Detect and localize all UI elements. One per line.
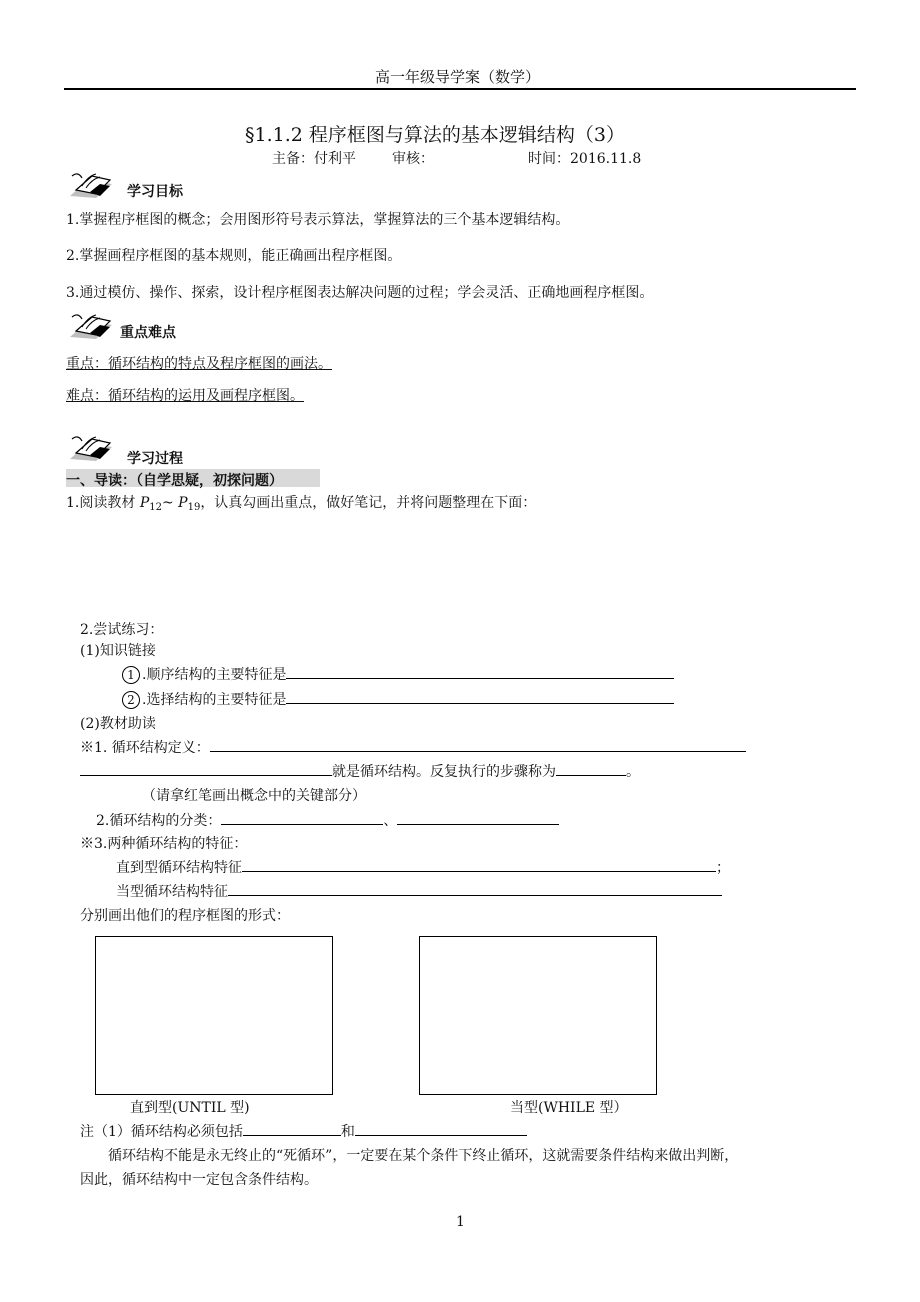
header-title: 高一年级导学案（数学） (375, 68, 541, 86)
q1-tilde: ~ (161, 495, 174, 511)
draw-prompt: 分别画出他们的程序框图的形式： (80, 908, 290, 924)
page-number: 1 (456, 1214, 465, 1230)
answer-blank[interactable] (286, 689, 674, 704)
note1-prefix: 注（1）循环结构必须包括 (80, 1124, 243, 1140)
loop-classify (96, 810, 559, 830)
goal-2: 2.掌握画程序框图的基本规则，能正确画出程序框图。 (66, 248, 402, 264)
section-goals-label: 学习目标 (127, 184, 183, 200)
link-item-2 (122, 689, 674, 709)
section-key-label: 重点难点 (120, 325, 176, 341)
books-icon (68, 170, 114, 198)
until-caption: 直到型(UNTIL 型) (130, 1100, 250, 1116)
meta-reviewer: 审核： (392, 151, 434, 167)
q1-prefix: 1.阅读教材 (66, 495, 136, 511)
until-diagram-box[interactable] (95, 936, 333, 1095)
meta-author: 主备：付利平 (272, 151, 356, 167)
while-diagram-box[interactable] (419, 936, 657, 1095)
page-title: §1.1.2 程序框图与算法的基本逻辑结构（3） (245, 124, 625, 146)
answer-blank[interactable] (228, 881, 722, 896)
red-pen-note: （请拿红笔画出概念中的关键部分） (142, 788, 366, 804)
loop-definition (80, 737, 746, 757)
q1-p2: P (178, 495, 188, 511)
answer-blank[interactable] (210, 737, 746, 752)
answer-blank[interactable] (355, 1121, 527, 1136)
link-item-1-text: .顺序结构的主要特征是 (142, 667, 287, 683)
books-icon (68, 433, 114, 461)
answer-blank[interactable] (80, 761, 332, 776)
q1-suffix: ，认真勾画出重点，做好笔记，并将问题整理在下面： (200, 495, 537, 511)
note-1 (80, 1121, 527, 1141)
loop-def-end: 。 (626, 764, 640, 780)
goal-3: 3.通过模仿、操作、探索，设计程序框图表达解决问题的过程；学会灵活、正确地画程序框图。 (66, 285, 654, 301)
link-title: (1)知识链接 (80, 643, 156, 659)
answer-blank[interactable] (221, 810, 383, 825)
q1-sub2: 19 (187, 502, 201, 513)
loop-def-2: 就是循环结构。反复执行的步骤称为 (332, 764, 556, 780)
aid-title: (2)教材助读 (80, 716, 156, 732)
while-feature (116, 881, 722, 901)
note1-and: 和 (340, 1124, 355, 1140)
until-feature (116, 857, 730, 877)
guide-heading: 一、导读：（自学思疑，初探问题） (66, 473, 283, 489)
books-icon (68, 311, 114, 339)
guide-question-1 (66, 492, 536, 512)
q1-p: P (139, 495, 150, 511)
header-rule (64, 88, 856, 90)
while-caption: 当型(WHILE 型） (510, 1100, 628, 1116)
while-feat-label: 当型循环结构特征 (116, 884, 228, 900)
meta-time: 时间：2016.11.8 (528, 151, 642, 167)
practice-title: 2.尝试练习： (80, 622, 164, 638)
note-paragraph-line-2: 因此，循环结构中一定包含条件结构。 (80, 1172, 318, 1188)
section-process-label: 学习过程 (127, 451, 183, 467)
loop-definition-cont (80, 761, 640, 781)
note-paragraph-line-1: 循环结构不能是永无终止的“死循环”，一定要在某个条件下终止循环，这就需要条件结构来做出判断， (108, 1148, 739, 1164)
loop-def-label: ※1. 循环结构定义： (80, 740, 210, 756)
q1-sub1: 12 (149, 502, 162, 513)
answer-blank[interactable] (286, 664, 674, 679)
until-feat-label: 直到型循环结构特征 (116, 860, 242, 876)
loop-features: ※3.两种循环结构的特征： (80, 836, 248, 852)
link-item-1 (122, 664, 674, 684)
until-end: ； (716, 860, 730, 876)
key-important: 重点：循环结构的特点及程序框图的画法。 (66, 356, 332, 372)
goal-1: 1.掌握程序框图的概念；会用图形符号表示算法，掌握算法的三个基本逻辑结构。 (66, 212, 570, 228)
classify-sep: 、 (383, 813, 398, 829)
circle-number-2: 2 (122, 691, 140, 709)
key-difficult: 难点：循环结构的运用及画程序框图。 (66, 388, 304, 404)
classify-label: 2.循环结构的分类： (96, 813, 222, 829)
answer-blank[interactable] (243, 1121, 341, 1136)
link-item-2-text: .选择结构的主要特征是 (142, 692, 287, 708)
circle-number-1: 1 (122, 666, 140, 684)
answer-blank[interactable] (556, 761, 626, 776)
answer-blank[interactable] (397, 810, 559, 825)
answer-blank[interactable] (242, 857, 716, 872)
